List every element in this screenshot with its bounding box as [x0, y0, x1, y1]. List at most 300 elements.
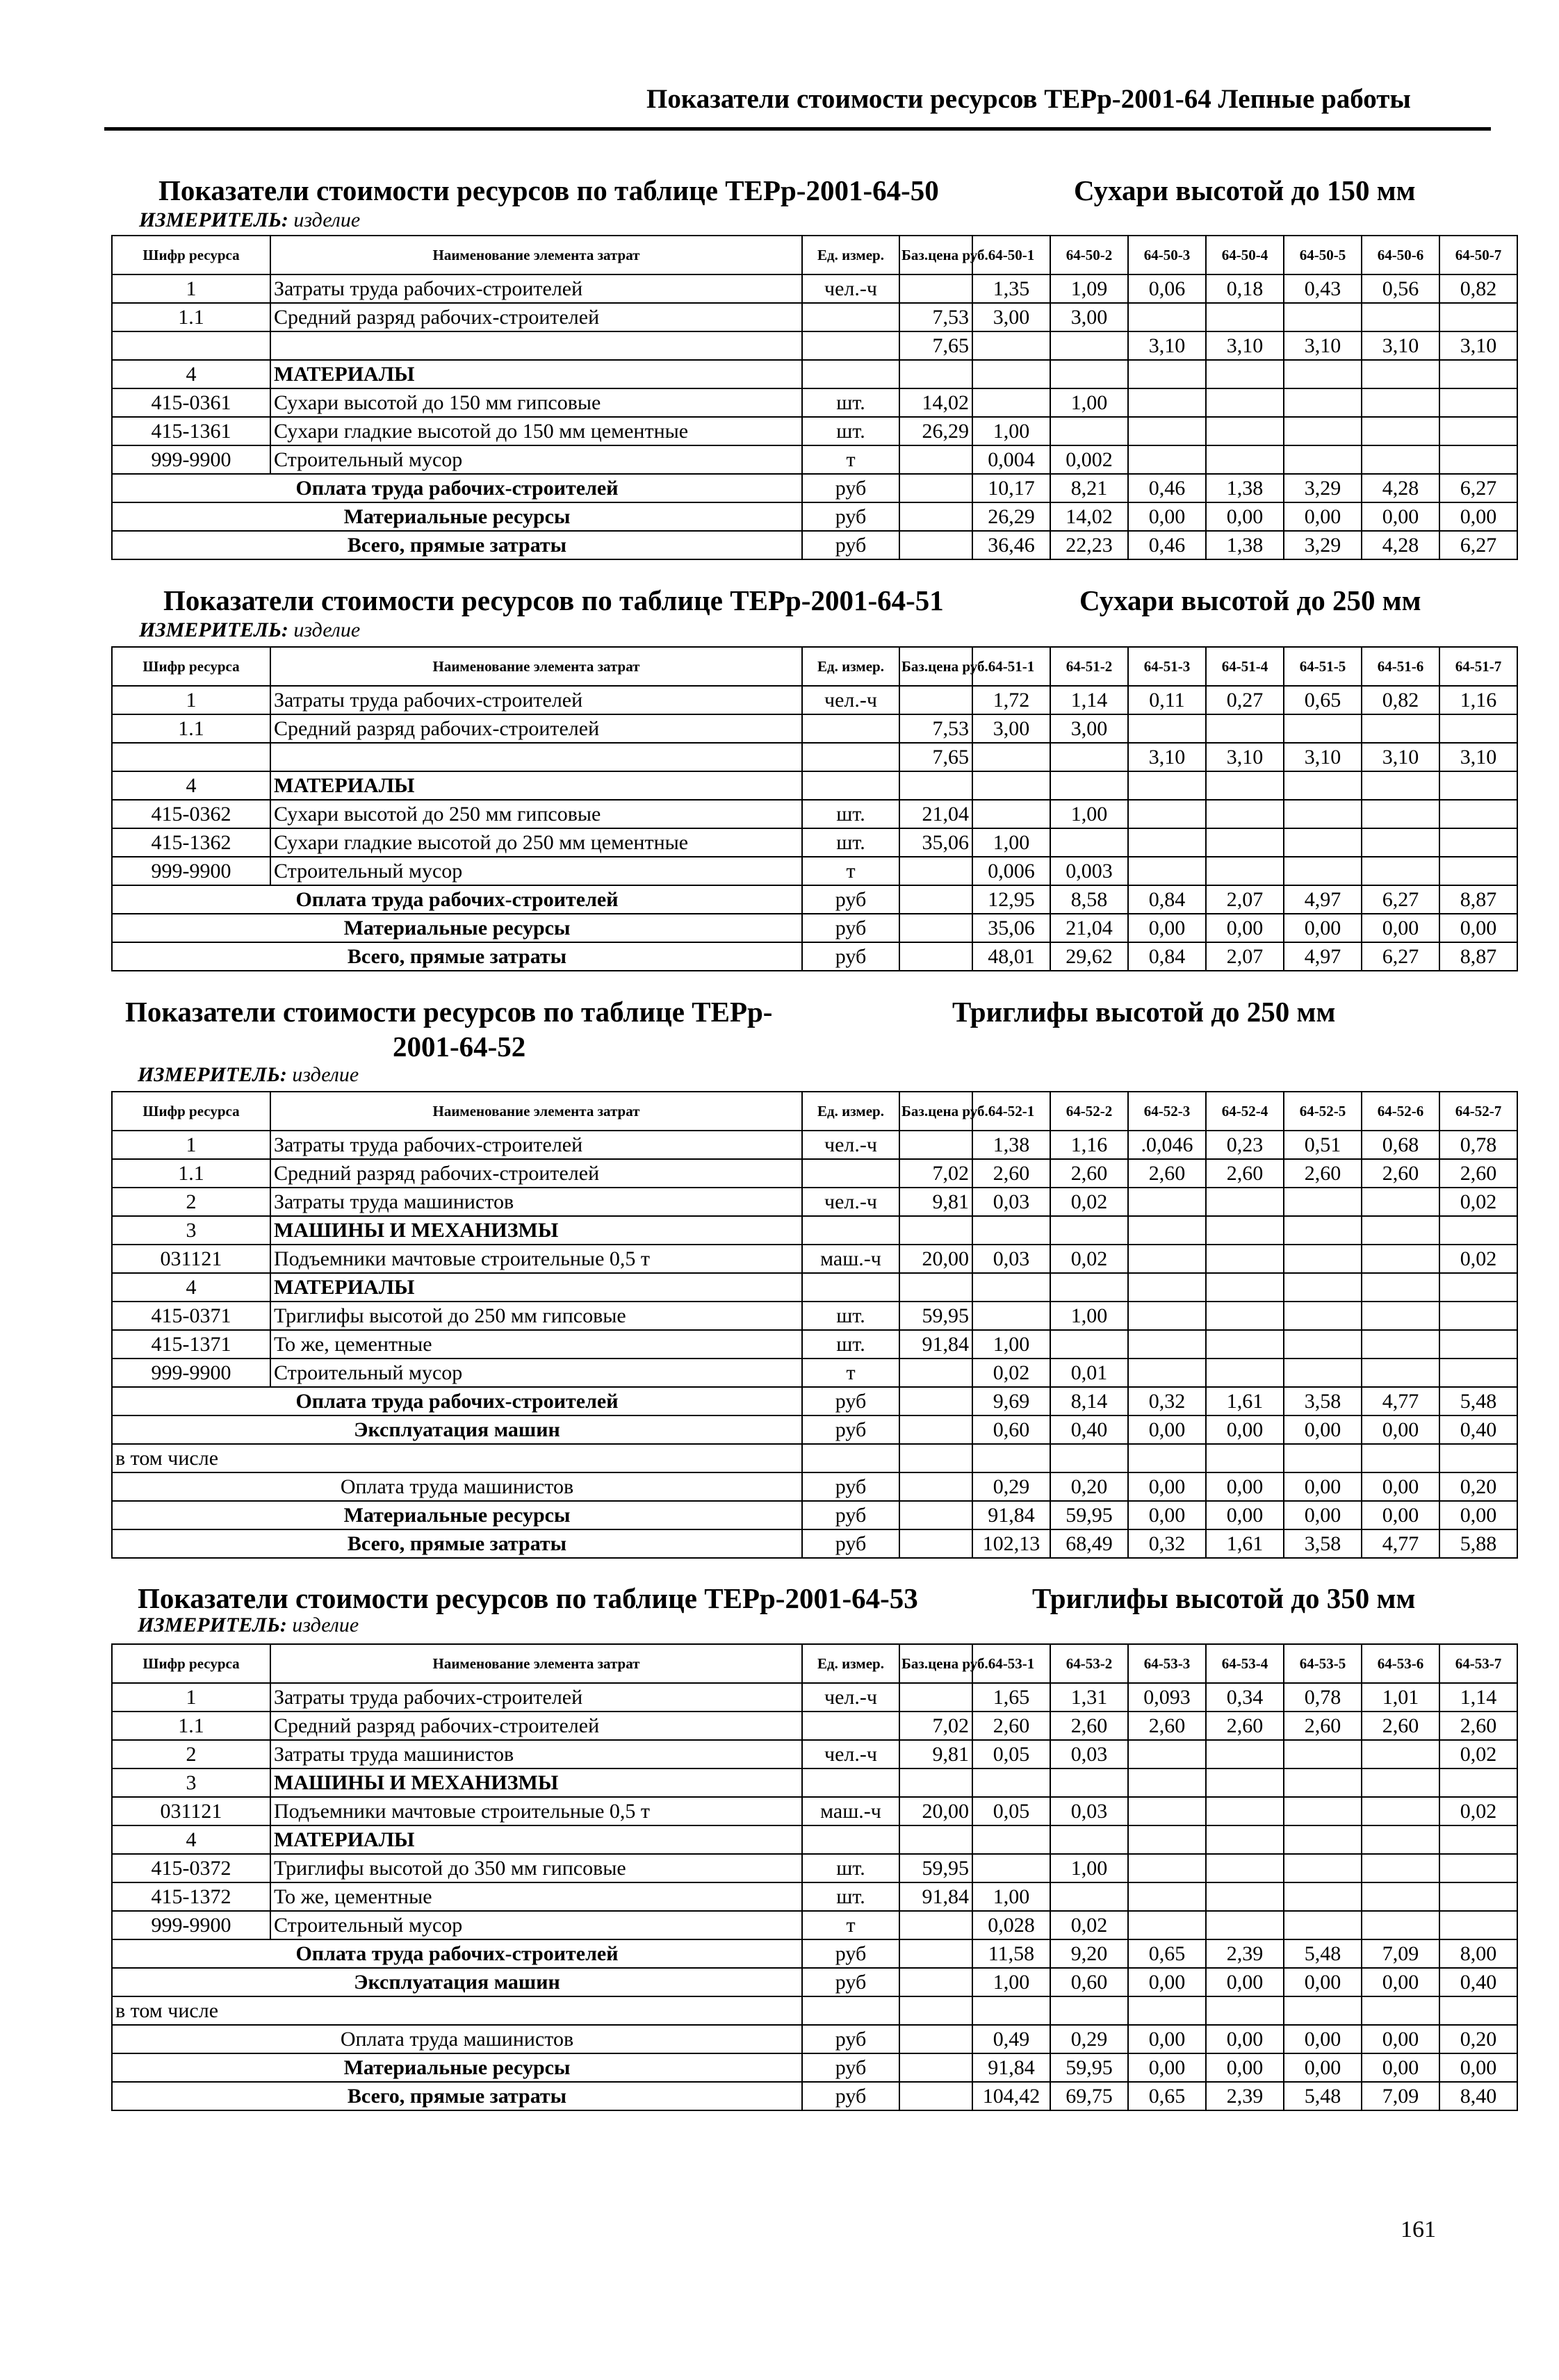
cell-value: [1284, 1882, 1362, 1911]
resource-table: [111, 235, 1518, 560]
cell-value: [972, 360, 1050, 388]
cell-value: 1,72: [972, 686, 1050, 714]
cell-value: 3,10: [1128, 743, 1206, 771]
cell-unit: чел.-ч: [802, 1740, 899, 1768]
cell-value: 1,01: [1362, 1683, 1439, 1712]
table-row: [112, 1996, 1517, 2025]
cell-value: 0,02: [1439, 1797, 1517, 1825]
cell-code: 4: [112, 771, 270, 800]
cell-value: [1050, 1216, 1128, 1245]
cell-value: 2,39: [1206, 1939, 1284, 1968]
cell-value: 2,60: [1284, 1712, 1362, 1740]
cell-value: [1439, 445, 1517, 474]
cell-value: 1,00: [1050, 1854, 1128, 1882]
cell-value: 0,00: [1128, 2053, 1206, 2082]
cell-value: 0,65: [1128, 1939, 1206, 1968]
cell-code: 1: [112, 274, 270, 303]
header-code: Шифр ресурса: [112, 1092, 270, 1131]
cell-value: 6,27: [1439, 531, 1517, 559]
cell-value: [1206, 1911, 1284, 1939]
cell-name: Строительный мусор: [270, 445, 802, 474]
cell-value: 4,97: [1284, 942, 1362, 971]
cell-value: [1439, 828, 1517, 857]
cell-unit: [802, 1712, 899, 1740]
cell-unit: чел.-ч: [802, 1188, 899, 1216]
cell-value: [1362, 303, 1439, 331]
header-code: Шифр ресурса: [112, 1644, 270, 1683]
cell-value: [1284, 1825, 1362, 1854]
cell-value: 4,28: [1362, 474, 1439, 502]
cell-value: 2,60: [1206, 1712, 1284, 1740]
table-row: [112, 857, 1517, 885]
cell-value: [1439, 1768, 1517, 1797]
cell-price: [899, 502, 972, 531]
cell-value: 1,31: [1050, 1683, 1128, 1712]
cell-value: 10,17: [972, 474, 1050, 502]
cell-value: 2,60: [1362, 1159, 1439, 1188]
table-row: [112, 771, 1517, 800]
section-title: Показатели стоимости ресурсов по таблице ТЕРр-2001-64-53: [138, 1582, 918, 1614]
cell-price: 7,65: [899, 331, 972, 360]
cell-name: Всего, прямые затраты: [112, 1529, 802, 1558]
table-row: [112, 1359, 1517, 1387]
cell-value: .0,046: [1128, 1131, 1206, 1159]
cell-value: 1,38: [972, 1131, 1050, 1159]
cell-value: [1206, 1444, 1284, 1472]
table-row: [112, 1216, 1517, 1245]
cell-value: [1206, 303, 1284, 331]
cell-value: 12,95: [972, 885, 1050, 914]
cell-value: 0,00: [1128, 1501, 1206, 1529]
cell-value: [1128, 1216, 1206, 1245]
running-header: Показатели стоимости ресурсов ТЕРр-2001-64 Лепные работы: [646, 84, 1411, 114]
cell-value: 1,00: [972, 417, 1050, 445]
cell-value: [1362, 1854, 1439, 1882]
cell-value: 4,77: [1362, 1387, 1439, 1415]
cell-value: 3,29: [1284, 531, 1362, 559]
cell-value: [1128, 1854, 1206, 1882]
cell-value: 0,60: [1050, 1968, 1128, 1996]
cell-value: 0,00: [1362, 1501, 1439, 1529]
cell-code: 415-0361: [112, 388, 270, 417]
section-subtitle: Триглифы высотой до 250 мм: [952, 996, 1336, 1028]
cell-value: 91,84: [972, 1501, 1050, 1529]
cell-value: [1050, 771, 1128, 800]
cell-value: [1439, 1330, 1517, 1359]
cell-value: [1362, 1911, 1439, 1939]
header-norm-column: 64-52-4: [1206, 1092, 1284, 1131]
table-row: [112, 914, 1517, 942]
cell-value: 1,00: [972, 1882, 1050, 1911]
cell-name: Затраты труда рабочих-строителей: [270, 274, 802, 303]
cell-value: 5,48: [1284, 1939, 1362, 1968]
cell-name: Средний разряд рабочих-строителей: [270, 1712, 802, 1740]
table-row: [112, 2082, 1517, 2110]
cell-value: 1,00: [972, 1968, 1050, 1996]
cell-code: 999-9900: [112, 1359, 270, 1387]
cell-value: 0,02: [1050, 1188, 1128, 1216]
cell-value: 0,00: [1206, 1415, 1284, 1444]
cell-value: 0,00: [1284, 1501, 1362, 1529]
cell-name: в том числе: [112, 1996, 802, 2025]
cell-price: [899, 1501, 972, 1529]
cell-value: 0,03: [1050, 1797, 1128, 1825]
cell-value: 0,00: [1362, 914, 1439, 942]
cell-value: 68,49: [1050, 1529, 1128, 1558]
cell-value: [1128, 1768, 1206, 1797]
cell-unit: руб: [802, 2053, 899, 2082]
cell-value: 0,002: [1050, 445, 1128, 474]
cell-value: 0,18: [1206, 274, 1284, 303]
cell-value: 0,11: [1128, 686, 1206, 714]
header-norm-column: 64-50-5: [1284, 236, 1362, 274]
cell-value: 0,03: [972, 1188, 1050, 1216]
cell-value: 1,00: [972, 1330, 1050, 1359]
header-price: Баз.цена руб.: [899, 236, 972, 274]
header-norm-column: 64-53-2: [1050, 1644, 1128, 1683]
table-row: [112, 1387, 1517, 1415]
table-row: [112, 1854, 1517, 1882]
header-norm-column: 64-50-7: [1439, 236, 1517, 274]
cell-code: 2: [112, 1188, 270, 1216]
cell-name: Всего, прямые затраты: [112, 531, 802, 559]
table-row: [112, 388, 1517, 417]
header-norm-column: 64-51-3: [1128, 647, 1206, 686]
cell-value: [972, 1996, 1050, 2025]
cell-value: 0,32: [1128, 1529, 1206, 1558]
cell-value: 0,00: [1362, 1415, 1439, 1444]
cell-code: 1.1: [112, 714, 270, 743]
cell-value: [1362, 388, 1439, 417]
table-row: [112, 1472, 1517, 1501]
header-unit: Ед. измер.: [802, 647, 899, 686]
cell-value: 69,75: [1050, 2082, 1128, 2110]
cell-value: 0,06: [1128, 274, 1206, 303]
cell-value: 0,03: [1050, 1740, 1128, 1768]
cell-value: 3,10: [1284, 331, 1362, 360]
cell-code: 415-0362: [112, 800, 270, 828]
cell-unit: руб: [802, 2082, 899, 2110]
cell-price: 9,81: [899, 1188, 972, 1216]
cell-unit: руб: [802, 1529, 899, 1558]
table-row: [112, 686, 1517, 714]
cell-value: 0,00: [1284, 1968, 1362, 1996]
cell-value: [1439, 1444, 1517, 1472]
cell-price: [899, 1359, 972, 1387]
cell-unit: т: [802, 1911, 899, 1939]
cell-value: [1128, 1302, 1206, 1330]
cell-unit: руб: [802, 914, 899, 942]
cell-value: [1362, 828, 1439, 857]
cell-value: [1439, 1302, 1517, 1330]
cell-value: 0,00: [1439, 914, 1517, 942]
cell-value: 3,10: [1439, 743, 1517, 771]
cell-name: Оплата труда рабочих-строителей: [112, 885, 802, 914]
cell-value: 1,14: [1050, 686, 1128, 714]
cell-name: Подъемники мачтовые строительные 0,5 т: [270, 1797, 802, 1825]
cell-value: [1439, 1996, 1517, 2025]
table-row: [112, 1415, 1517, 1444]
cell-value: [1284, 1330, 1362, 1359]
cell-name: МАТЕРИАЛЫ: [270, 360, 802, 388]
cell-value: 0,46: [1128, 531, 1206, 559]
cell-name: МАШИНЫ И МЕХАНИЗМЫ: [270, 1768, 802, 1797]
cell-unit: шт.: [802, 1302, 899, 1330]
section-subtitle: Сухари высотой до 150 мм: [1074, 174, 1416, 206]
cell-value: 1,00: [1050, 388, 1128, 417]
cell-value: [1050, 1273, 1128, 1302]
cell-price: [899, 857, 972, 885]
cell-value: [972, 1216, 1050, 1245]
table-row: [112, 1797, 1517, 1825]
cell-unit: руб: [802, 474, 899, 502]
cell-value: [1050, 1444, 1128, 1472]
cell-value: 0,65: [1284, 686, 1362, 714]
cell-value: 2,39: [1206, 2082, 1284, 2110]
cell-value: [972, 1273, 1050, 1302]
cell-value: 1,16: [1050, 1131, 1128, 1159]
page-number: 161: [1401, 2217, 1436, 2242]
cell-value: 0,00: [1128, 914, 1206, 942]
header-name: Наименование элемента затрат: [270, 647, 802, 686]
cell-value: 0,20: [1050, 1472, 1128, 1501]
cell-value: [1050, 1882, 1128, 1911]
cell-value: 2,60: [1050, 1712, 1128, 1740]
cell-value: [1206, 1740, 1284, 1768]
cell-value: [1128, 771, 1206, 800]
cell-price: 7,02: [899, 1159, 972, 1188]
cell-name: МАТЕРИАЛЫ: [270, 771, 802, 800]
cell-name: Оплата труда машинистов: [112, 1472, 802, 1501]
table-row: [112, 1882, 1517, 1911]
cell-price: 91,84: [899, 1882, 972, 1911]
cell-value: 0,00: [1128, 2025, 1206, 2053]
cell-value: 5,48: [1439, 1387, 1517, 1415]
header-norm-column: 64-52-1: [972, 1092, 1050, 1131]
cell-value: 3,00: [1050, 303, 1128, 331]
cell-price: 7,53: [899, 714, 972, 743]
cell-value: [1362, 1330, 1439, 1359]
cell-value: [1284, 800, 1362, 828]
cell-value: 2,07: [1206, 885, 1284, 914]
cell-unit: [802, 360, 899, 388]
cell-value: 0,84: [1128, 885, 1206, 914]
measure-value: изделие: [293, 208, 361, 231]
cell-value: 0,40: [1050, 1415, 1128, 1444]
cell-value: 0,02: [1439, 1188, 1517, 1216]
cell-price: [899, 1683, 972, 1712]
cell-value: [1362, 714, 1439, 743]
cell-value: [1128, 360, 1206, 388]
header-norm-column: 64-50-6: [1362, 236, 1439, 274]
cell-value: 0,00: [1439, 2053, 1517, 2082]
cell-code: 2: [112, 1740, 270, 1768]
cell-value: 0,00: [1439, 502, 1517, 531]
cell-value: 7,09: [1362, 1939, 1439, 1968]
table-header-row: [112, 1092, 1517, 1131]
cell-value: [1050, 743, 1128, 771]
cell-value: [1206, 417, 1284, 445]
resource-table: [111, 1091, 1518, 1559]
cell-name: [270, 331, 802, 360]
cell-value: 4,28: [1362, 531, 1439, 559]
cell-unit: чел.-ч: [802, 1683, 899, 1712]
cell-value: [1439, 1911, 1517, 1939]
cell-code: 999-9900: [112, 1911, 270, 1939]
cell-code: 415-1362: [112, 828, 270, 857]
cell-value: [972, 331, 1050, 360]
cell-price: 59,95: [899, 1854, 972, 1882]
table-row: [112, 417, 1517, 445]
cell-price: 7,02: [899, 1712, 972, 1740]
cell-value: 0,00: [1362, 1472, 1439, 1501]
cell-price: [899, 1996, 972, 2025]
cell-value: 0,00: [1206, 1501, 1284, 1529]
cell-value: [1439, 771, 1517, 800]
cell-price: 7,65: [899, 743, 972, 771]
cell-value: 0,00: [1362, 2053, 1439, 2082]
cell-value: 5,88: [1439, 1529, 1517, 1558]
section-subtitle: Сухари высотой до 250 мм: [1079, 584, 1421, 616]
cell-value: 3,10: [1128, 331, 1206, 360]
cell-unit: [802, 1273, 899, 1302]
cell-code: 415-0372: [112, 1854, 270, 1882]
cell-value: 0,20: [1439, 1472, 1517, 1501]
cell-name: Затраты труда машинистов: [270, 1188, 802, 1216]
cell-unit: руб: [802, 1939, 899, 1968]
cell-name: То же, цементные: [270, 1882, 802, 1911]
cell-value: [1439, 714, 1517, 743]
cell-name: МАТЕРИАЛЫ: [270, 1825, 802, 1854]
cell-value: [1284, 388, 1362, 417]
header-norm-column: 64-52-6: [1362, 1092, 1439, 1131]
cell-unit: руб: [802, 502, 899, 531]
cell-value: [1439, 1825, 1517, 1854]
cell-value: 6,27: [1362, 885, 1439, 914]
cell-value: 1,14: [1439, 1683, 1517, 1712]
cell-value: 6,27: [1439, 474, 1517, 502]
cell-value: 0,004: [972, 445, 1050, 474]
cell-code: 1.1: [112, 1159, 270, 1188]
cell-value: 0,00: [1284, 1415, 1362, 1444]
cell-code: 4: [112, 1273, 270, 1302]
cell-name: Материальные ресурсы: [112, 502, 802, 531]
cell-value: 8,87: [1439, 885, 1517, 914]
cell-value: [1206, 1797, 1284, 1825]
cell-value: 0,00: [1206, 502, 1284, 531]
cell-value: 3,58: [1284, 1529, 1362, 1558]
cell-name: То же, цементные: [270, 1330, 802, 1359]
header-price: Баз.цена руб.: [899, 1092, 972, 1131]
cell-price: [899, 2053, 972, 2082]
table-row: [112, 303, 1517, 331]
cell-unit: т: [802, 445, 899, 474]
cell-code: 1: [112, 1683, 270, 1712]
cell-value: [1206, 771, 1284, 800]
cell-price: [899, 2025, 972, 2053]
cell-name: Триглифы высотой до 350 мм гипсовые: [270, 1854, 802, 1882]
cell-value: [972, 1444, 1050, 1472]
cell-code: 1: [112, 686, 270, 714]
cell-value: [1128, 1444, 1206, 1472]
header-unit: Ед. измер.: [802, 236, 899, 274]
cell-value: 0,02: [1050, 1911, 1128, 1939]
cell-value: [1284, 1911, 1362, 1939]
cell-price: 59,95: [899, 1302, 972, 1330]
cell-value: [972, 1854, 1050, 1882]
cell-value: [1128, 714, 1206, 743]
header-norm-column: 64-53-5: [1284, 1644, 1362, 1683]
cell-unit: [802, 1768, 899, 1797]
cell-value: 1,61: [1206, 1529, 1284, 1558]
cell-unit: шт.: [802, 800, 899, 828]
header-name: Наименование элемента затрат: [270, 1092, 802, 1131]
header-norm-column: 64-51-6: [1362, 647, 1439, 686]
cell-code: 1.1: [112, 1712, 270, 1740]
cell-price: [899, 1768, 972, 1797]
cell-value: 3,10: [1206, 743, 1284, 771]
cell-value: 0,40: [1439, 1968, 1517, 1996]
cell-value: 0,34: [1206, 1683, 1284, 1712]
cell-value: [1439, 360, 1517, 388]
cell-name: Оплата труда машинистов: [112, 2025, 802, 2053]
header-price: Баз.цена руб.: [899, 647, 972, 686]
cell-value: [1362, 800, 1439, 828]
header-norm-column: 64-51-4: [1206, 647, 1284, 686]
cell-name: Затраты труда машинистов: [270, 1740, 802, 1768]
cell-price: [899, 1273, 972, 1302]
table-row: [112, 1131, 1517, 1159]
cell-value: [1284, 714, 1362, 743]
table-row: [112, 1712, 1517, 1740]
cell-value: [1284, 360, 1362, 388]
cell-value: [1206, 1245, 1284, 1273]
cell-value: 0,00: [1362, 2025, 1439, 2053]
cell-value: [1128, 445, 1206, 474]
cell-value: [1206, 1768, 1284, 1797]
cell-code: 3: [112, 1768, 270, 1797]
table-row: [112, 1330, 1517, 1359]
cell-value: [1050, 1996, 1128, 2025]
cell-value: 0,84: [1128, 942, 1206, 971]
table-row: [112, 360, 1517, 388]
cell-value: [1284, 1996, 1362, 2025]
cell-price: [899, 1216, 972, 1245]
cell-value: [1439, 303, 1517, 331]
cell-price: [899, 1529, 972, 1558]
cell-price: [899, 274, 972, 303]
cell-price: [899, 1911, 972, 1939]
table-row: [112, 743, 1517, 771]
cell-value: 2,07: [1206, 942, 1284, 971]
cell-unit: [802, 1444, 899, 1472]
header-unit: Ед. измер.: [802, 1092, 899, 1131]
header-norm-column: 64-50-4: [1206, 236, 1284, 274]
cell-value: 2,60: [1206, 1159, 1284, 1188]
cell-price: [899, 885, 972, 914]
header-norm-column: 64-51-1: [972, 647, 1050, 686]
cell-unit: маш.-ч: [802, 1797, 899, 1825]
cell-price: [899, 1968, 972, 1996]
cell-unit: шт.: [802, 417, 899, 445]
cell-price: [899, 1825, 972, 1854]
cell-value: [1284, 1302, 1362, 1330]
cell-value: 2,60: [1439, 1159, 1517, 1188]
cell-value: 8,14: [1050, 1387, 1128, 1415]
cell-value: 3,10: [1439, 331, 1517, 360]
cell-unit: [802, 771, 899, 800]
cell-value: 1,00: [1050, 1302, 1128, 1330]
